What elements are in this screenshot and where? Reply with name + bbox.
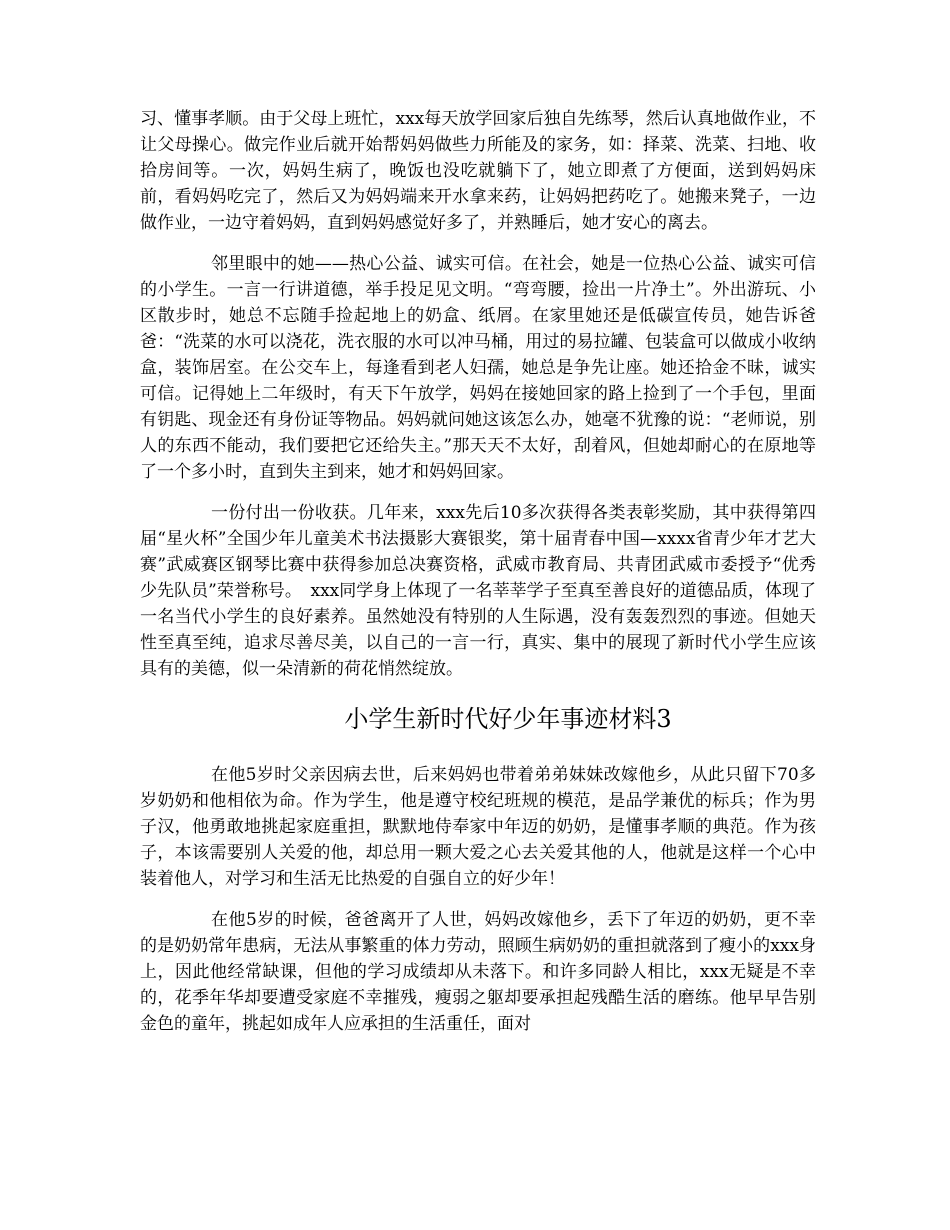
section-heading: 小学生新时代好少年事迹材料3 xyxy=(344,705,672,733)
document-body xyxy=(140,106,816,1052)
paragraph-4: 在他5岁时父亲因病去世，后来妈妈也带着弟弟妹妹改嫁他乡，从此只留下70多岁奶奶和他相依为命。作为学生，他是遵守校纪班规的模范，是品学兼优的标兵；作为男子汉，他勇敢地挑起家庭重担，默默地侍奉家中年迈的奶奶，是懂事孝顺的典范。作为孩子，本该需要别人关爱的他，却总用一颗大爱之心去关爱其他的人，他就是这样一个心中装着他人，对学习和生活无比热爱的自强自立的好少年！ xyxy=(140,765,816,889)
paragraph-2: 邻里眼中的她——热心公益、诚实可信。在社会，她是一位热心公益、诚实可信的小学生。一言一行讲道德，举手投足见文明。“弯弯腰，捡出一片净土”。外出游玩、小区散步时，她总不忘随手捡起地上的奶盒、纸屑。在家里她还是低碳宣传员，她告诉爸爸：“洗菜的水可以浇花，洗衣服的水可以冲马桶，用过的易拉罐、包装盒可以做成小收纳盒，装饰居室。在公交车上，每逢看到老人妇孺，她总是争先让座。她还拾金不昧，诚实可信。记得她上二年级时，有天下午放学，妈妈在接她回家的路上捡到了一个手包，里面有钥匙、现金还有身份证等物品。妈妈就问她这该怎么办，她毫不犹豫的说：“老师说，别人的东西不能动，我们要把它还给失主。”那天天不太好，刮着风，但她却耐心的在原地等了一个多小时，直到失主到来，她才和妈妈回家。 xyxy=(140,254,816,482)
paragraph-5: 在他5岁的时候，爸爸离开了人世，妈妈改嫁他乡，丢下了年迈的奶奶，更不幸的是奶奶常年患病，无法从事繁重的体力劳动，照顾生病奶奶的重担就落到了瘦小的xxx身上，因此他经常缺课，但他的学习成绩却从未落下。和许多同龄人相比，xxx无疑是不幸的，花季年华却要遭受家庭不幸摧残，瘦弱之躯却要承担起残酷生活的磨练。他早早告别金色的童年，挑起如成年人应承担的生活重任，面对 xyxy=(140,910,816,1034)
paragraph-1: 习、懂事孝顺。由于父母上班忙，xxx每天放学回家后独自先练琴，然后认真地做作业，不让父母操心。做完作业后就开始帮妈妈做些力所能及的家务，如：择菜、洗菜、扫地、收拾房间等。一次，妈妈生病了，晚饭也没吃就躺下了，她立即煮了方便面，送到妈妈床前，看妈妈吃完了，然后又为妈妈端来开水拿来药，让妈妈把药吃了。她搬来凳子，一边做作业，一边守着妈妈，直到妈妈感觉好多了，并熟睡后，她才安心的离去。 xyxy=(140,109,816,233)
paragraph-3: 一份付出一份收获。几年来，xxx先后10多次获得各类表彰奖励，其中获得第四届“星火杯”全国少年儿童美术书法摄影大赛银奖，第十届青春中国—xxxx省青少年才艺大赛”武威赛区钢琴比赛中获得参加总决赛资格，武威市教育局、共青团武威市委授予“优秀少先队员”荣誉称号。 xxx同学身上体现了一名莘莘学子至真至善良好的道德品质，体现了一名当代小学生的良好素养。虽然她没有特别的人生际遇，没有轰轰烈烈的事迹。但她天性至真至纯，追求尽善尽美，以自己的一言一行，真实、集中的展现了新时代小学生应该具有的美德，似一朵清新的荷花悄然绽放。 xyxy=(140,503,816,679)
